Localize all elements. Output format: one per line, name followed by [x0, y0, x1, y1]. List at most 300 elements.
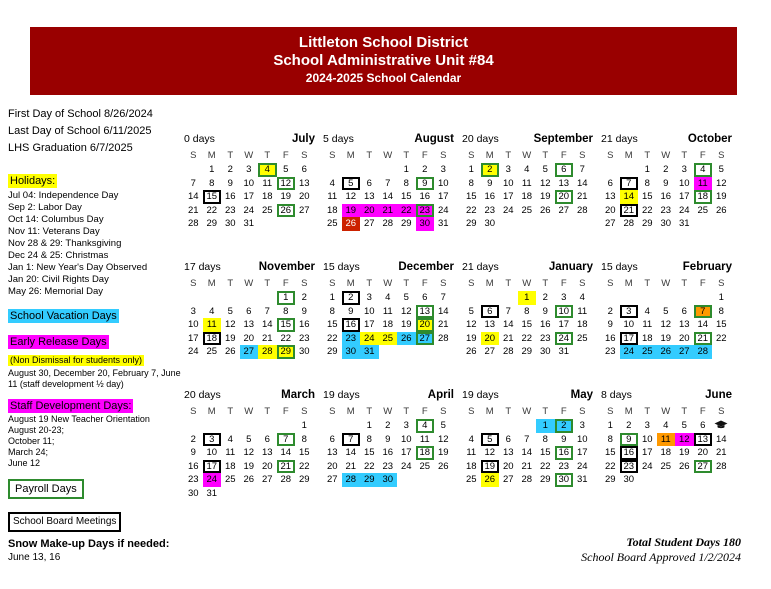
date-cell: 23 [342, 332, 361, 346]
weekday-header: T [644, 278, 651, 289]
weekday-header: F [699, 278, 706, 289]
weekday-header: T [681, 150, 688, 161]
date-cell: 7 [620, 177, 639, 191]
month-grid [323, 405, 454, 487]
date-cell: 31 [360, 345, 379, 359]
date-cell: 16 [187, 460, 199, 472]
weekday-header: T [505, 406, 512, 417]
date-cell: 14 [697, 319, 709, 330]
weekday-header: T [264, 278, 271, 289]
date-cell: 27 [694, 460, 713, 474]
date-cell: 15 [715, 319, 727, 330]
date-cell: 26 [397, 332, 416, 346]
date-cell: 25 [419, 460, 431, 472]
weekday-header: T [542, 150, 549, 161]
date-cell: 29 [360, 473, 379, 487]
date-cell: 17 [641, 447, 653, 458]
date-cell: 10 [400, 433, 412, 445]
date-cell: 3 [579, 420, 585, 431]
date-cell: 30 [623, 474, 635, 485]
month-days-count: 19 days [462, 389, 499, 401]
month-october [601, 133, 732, 261]
date-cell: 24 [555, 332, 574, 346]
empty-cell [379, 163, 398, 177]
date-cell: 8 [329, 305, 335, 317]
empty-cell [240, 419, 259, 433]
date-cell: 21 [187, 204, 199, 216]
empty-cell [481, 291, 500, 305]
date-cell: 14 [382, 191, 394, 202]
date-cell: 5 [681, 420, 687, 431]
date-cell: 22 [539, 460, 551, 472]
holiday-list [8, 190, 184, 298]
date-cell: 1 [518, 291, 537, 305]
date-cell: 21 [620, 204, 639, 218]
month-march [184, 389, 315, 517]
date-cell: 19 [243, 460, 255, 472]
date-cell: 5 [342, 177, 361, 191]
date-cell: 10 [243, 177, 255, 189]
date-cell: 6 [681, 305, 687, 317]
weekday-header: F [699, 406, 706, 417]
date-cell: 20 [326, 460, 338, 472]
date-cell: 9 [487, 177, 493, 189]
date-cell: 29 [604, 474, 616, 485]
date-cell: 11 [327, 191, 338, 202]
month-grid [184, 277, 315, 359]
empty-cell [221, 419, 240, 433]
date-cell: 23 [604, 346, 616, 357]
date-cell: 18 [224, 460, 236, 472]
date-cell: 24 [678, 204, 690, 216]
weekday-header: S [468, 150, 475, 161]
date-cell: 18 [382, 319, 394, 330]
date-cell: 24 [203, 473, 222, 487]
weekday-header: M [485, 150, 494, 161]
school-board-meetings-legend: School Board Meetings [8, 512, 121, 532]
date-cell: 27 [363, 218, 375, 229]
date-cell: 4 [663, 420, 669, 431]
date-cell: 24 [360, 332, 379, 346]
date-cell: 21 [345, 460, 357, 472]
date-cell: 20 [243, 332, 255, 344]
date-cell: 27 [416, 332, 435, 346]
date-cell: 7 [694, 305, 713, 319]
weekday-header: W [244, 278, 254, 289]
date-cell: 16 [224, 191, 236, 202]
date-cell: 25 [697, 204, 709, 216]
date-cell: 28 [502, 346, 514, 357]
month-header [462, 389, 593, 405]
date-cell: 20 [678, 332, 690, 344]
date-cell: 17 [558, 319, 570, 330]
graduation-date: LHS Graduation 6/7/2025 [8, 142, 133, 154]
date-cell: 15 [363, 447, 375, 458]
date-cell: 14 [187, 191, 199, 202]
date-cell: 2 [663, 164, 669, 175]
date-cell: 6 [366, 177, 372, 189]
empty-cell [620, 291, 639, 305]
date-cell: 15 [203, 190, 222, 204]
weekday-header: S [190, 278, 197, 289]
date-cell: 7 [342, 433, 361, 447]
date-cell: 24 [576, 460, 588, 472]
weekday-header: S [718, 406, 725, 417]
sau-title: School Administrative Unit #84 [273, 52, 494, 69]
date-cell: 13 [558, 177, 570, 189]
month-days-count: 21 days [462, 261, 499, 273]
month-february [601, 261, 732, 389]
date-cell: 11 [657, 433, 676, 447]
weekday-header: S [718, 150, 725, 161]
snow-makeup-label: Snow Make-up Days if needed: [8, 538, 170, 550]
weekday-header: T [366, 278, 373, 289]
date-cell: 7 [505, 305, 511, 317]
date-cell: 25 [521, 204, 533, 216]
weekday-header: T [366, 150, 373, 161]
date-cell: 4 [258, 163, 277, 177]
date-cell: 9 [301, 305, 307, 317]
weekday-header: M [207, 278, 216, 289]
date-cell: 26 [465, 346, 477, 357]
date-cell: 21 [261, 332, 273, 344]
empty-cell [638, 291, 657, 305]
date-cell: 14 [502, 319, 514, 330]
date-cell: 14 [280, 447, 292, 458]
weekday-header: F [560, 150, 567, 161]
month-header [601, 389, 732, 405]
date-cell: 27 [558, 204, 570, 216]
date-cell: 31 [576, 474, 588, 485]
empty-cell [518, 419, 537, 433]
date-cell: 13 [243, 319, 255, 330]
weekday-header: W [522, 406, 532, 417]
holiday-item: Nov 11: Veterans Day [8, 226, 100, 237]
weekday-header: T [681, 406, 688, 417]
weekday-header: S [607, 406, 614, 417]
date-cell: 20 [697, 447, 709, 458]
date-cell: 1 [536, 419, 555, 433]
month-name: December [398, 261, 454, 273]
date-cell: 9 [227, 177, 233, 189]
date-cell: 8 [468, 177, 474, 189]
date-cell: 3 [403, 420, 409, 431]
date-cell: 12 [345, 191, 357, 202]
month-header [462, 133, 593, 149]
date-cell: 17 [437, 191, 449, 202]
date-cell: 23 [484, 204, 496, 216]
date-cell: 23 [382, 460, 394, 472]
month-header [184, 389, 315, 405]
date-cell: 30 [539, 346, 551, 357]
date-cell: 2 [542, 292, 548, 303]
date-cell: 28 [382, 218, 394, 229]
date-cell: 29 [400, 218, 412, 229]
weekday-header: S [301, 278, 308, 289]
date-cell: 27 [261, 474, 273, 485]
weekday-header: T [227, 278, 234, 289]
date-cell: 26 [224, 346, 236, 357]
date-cell: 1 [607, 420, 613, 431]
date-cell: 27 [326, 474, 338, 485]
date-cell: 8 [644, 177, 650, 189]
date-cell: 19 [465, 332, 477, 344]
date-cell: 16 [539, 319, 551, 330]
date-cell: 10 [555, 305, 574, 319]
date-cell: 26 [342, 217, 361, 231]
date-cell: 13 [416, 305, 435, 319]
date-cell: 12 [243, 447, 255, 458]
weekday-header: F [282, 278, 289, 289]
month-grid [323, 149, 454, 231]
date-cell: 16 [419, 191, 431, 202]
date-cell: 9 [416, 177, 435, 191]
date-cell: 13 [298, 177, 310, 189]
date-cell: 15 [539, 447, 551, 458]
empty-cell [277, 419, 296, 433]
date-cell: 14 [620, 190, 639, 204]
date-cell: 10 [576, 433, 588, 445]
month-grid [462, 149, 593, 231]
month-grid [184, 405, 315, 500]
holidays-legend-label: Holidays: [10, 175, 56, 187]
date-cell: 30 [342, 345, 361, 359]
weekday-header: S [718, 278, 725, 289]
date-cell: 31 [206, 487, 218, 499]
date-cell: 29 [641, 218, 653, 229]
date-cell: 15 [604, 447, 616, 458]
snow-makeup-dates: June 13, 16 [8, 552, 61, 563]
date-cell: 12 [277, 177, 296, 191]
date-cell: 29 [206, 218, 218, 229]
weekday-header: T [366, 406, 373, 417]
month-name: February [682, 261, 732, 273]
month-april [323, 389, 454, 517]
month-name: August [414, 133, 454, 145]
date-cell: 12 [715, 177, 727, 189]
date-cell: 18 [416, 446, 435, 460]
date-cell: 3 [366, 292, 372, 303]
staff-dev-item: March 24; [8, 447, 49, 457]
date-cell: 25 [379, 332, 398, 346]
date-cell: 10 [206, 447, 218, 458]
month-grid [601, 149, 732, 231]
weekday-header: F [421, 278, 428, 289]
date-cell: 27 [484, 346, 496, 357]
date-cell: 25 [660, 460, 672, 472]
date-cell: 29 [277, 345, 296, 359]
month-name: November [258, 261, 315, 273]
date-cell: 9 [620, 433, 639, 447]
date-cell: 23 [224, 204, 236, 216]
vacation-legend-label: School Vacation Days [10, 310, 117, 322]
date-cell: 21 [521, 460, 533, 472]
date-cell: 28 [437, 332, 449, 344]
weekday-header: F [699, 150, 706, 161]
date-cell: 15 [641, 191, 653, 202]
date-cell: 4 [416, 419, 435, 433]
date-cell: 1 [301, 420, 307, 431]
date-cell: 13 [363, 191, 375, 202]
date-cell: 22 [206, 204, 218, 216]
date-cell: 1 [644, 164, 650, 175]
date-cell: 24 [620, 345, 639, 359]
date-cell: 18 [521, 191, 533, 202]
month-january [462, 261, 593, 389]
months-grid [184, 133, 740, 517]
weekday-header: S [607, 278, 614, 289]
date-cell: 8 [301, 433, 307, 445]
month-header [601, 133, 732, 149]
month-july [184, 133, 315, 261]
date-cell: 16 [604, 332, 616, 344]
date-cell: 21 [576, 191, 588, 202]
date-cell: 28 [715, 460, 727, 472]
date-cell: 12 [539, 177, 551, 189]
date-cell: 30 [298, 346, 310, 357]
date-cell: 6 [422, 292, 428, 303]
date-cell: 30 [416, 217, 435, 231]
date-cell: 22 [298, 460, 310, 472]
date-cell: 3 [505, 164, 511, 175]
date-cell: 9 [348, 305, 354, 317]
weekday-header: T [542, 406, 549, 417]
first-day-of-school: First Day of School 8/26/2024 [8, 108, 153, 120]
holiday-item: Sep 2: Labor Day [8, 202, 82, 213]
date-cell: 2 [385, 420, 391, 431]
date-cell: 9 [561, 433, 567, 445]
date-cell: 11 [225, 447, 236, 458]
date-cell: 10 [363, 305, 375, 317]
date-cell: 15 [277, 318, 296, 332]
district-title: Littleton School District [298, 34, 469, 51]
weekday-header: T [644, 150, 651, 161]
holiday-item: May 26: Memorial Day [8, 286, 104, 297]
date-cell: 10 [641, 433, 653, 445]
date-cell: 22 [363, 460, 375, 472]
empty-cell [184, 163, 203, 177]
date-cell: 20 [298, 191, 310, 202]
date-cell: 15 [400, 191, 412, 202]
date-cell: 2 [626, 420, 632, 431]
date-cell: 14 [576, 177, 588, 189]
date-cell: 18 [641, 332, 653, 344]
staff-dev-item: August 19 New Teacher Orientation [8, 414, 150, 424]
date-cell: 29 [539, 474, 551, 485]
weekday-header: F [560, 406, 567, 417]
date-cell: 7 [277, 433, 296, 447]
weekday-header: T [264, 150, 271, 161]
weekday-header: T [403, 278, 410, 289]
date-cell: 2 [607, 305, 613, 317]
date-cell: 1 [277, 291, 296, 305]
weekday-header: S [468, 406, 475, 417]
date-cell: 4 [579, 292, 585, 303]
date-cell: 13 [604, 191, 616, 202]
staff-development-dates [8, 414, 184, 469]
date-cell: 20 [502, 460, 514, 472]
month-august [323, 133, 454, 261]
date-cell: 4 [227, 433, 233, 445]
date-cell: 28 [280, 474, 292, 485]
date-cell: 6 [607, 177, 613, 189]
date-cell: 5 [542, 164, 548, 175]
date-cell: 8 [209, 177, 215, 189]
early-release-sublabel: (Non Dismissal for students only) [10, 355, 143, 365]
date-cell: 17 [502, 191, 514, 202]
date-cell: 9 [607, 319, 613, 330]
date-cell: 9 [663, 177, 669, 189]
weekday-header: W [244, 406, 254, 417]
date-cell: 12 [660, 319, 672, 330]
date-cell: 20 [261, 460, 273, 472]
date-cell: 15 [326, 319, 338, 330]
empty-cell [481, 419, 500, 433]
date-cell: 26 [481, 473, 500, 487]
date-cell: 16 [382, 447, 394, 458]
date-cell: 20 [416, 318, 435, 332]
weekday-header: M [207, 406, 216, 417]
weekday-header: S [579, 406, 586, 417]
weekday-header: T [403, 150, 410, 161]
date-cell: 19 [342, 204, 361, 218]
date-cell: 23 [558, 460, 570, 472]
date-cell: 8 [403, 177, 409, 189]
weekday-header: S [607, 150, 614, 161]
weekday-header: W [383, 278, 393, 289]
date-cell: 4 [385, 292, 391, 303]
empty-cell [601, 291, 620, 305]
date-cell: 11 [203, 318, 222, 332]
date-cell: 19 [678, 447, 690, 458]
date-cell: 25 [261, 204, 273, 216]
date-cell: 24 [400, 460, 412, 472]
date-cell: 30 [224, 218, 236, 229]
date-cell: 1 [468, 164, 474, 175]
date-cell: 6 [700, 420, 706, 431]
month-days-count: 15 days [323, 261, 360, 273]
date-cell: 23 [620, 460, 639, 474]
date-cell: 22 [280, 332, 292, 344]
date-cell: 3 [246, 164, 252, 175]
payroll-days-legend: Payroll Days [8, 479, 84, 499]
date-cell: 19 [400, 319, 412, 330]
month-header [184, 261, 315, 277]
date-cell: 30 [187, 487, 199, 499]
date-cell: 21 [437, 319, 449, 330]
date-cell: 7 [524, 433, 530, 445]
date-cell: 31 [678, 218, 690, 229]
date-cell: 19 [437, 447, 449, 458]
date-cell: 14 [715, 433, 727, 445]
date-cell: 4 [694, 163, 713, 177]
date-cell: 14 [437, 305, 449, 317]
date-cell: 12 [437, 433, 449, 445]
date-cell: 6 [505, 433, 511, 445]
date-cell: 19 [224, 332, 236, 344]
date-cell: 18 [465, 460, 477, 472]
date-cell: 21 [694, 332, 713, 346]
weekday-header: W [522, 278, 532, 289]
holiday-item: Dec 24 & 25: Christmas [8, 250, 109, 261]
date-cell: 21 [715, 447, 727, 458]
holiday-item: Oct 14: Columbus Day [8, 214, 104, 225]
date-cell: 11 [262, 177, 273, 189]
staff-dev-item: August 20-23; [8, 425, 65, 435]
date-cell: 24 [437, 204, 449, 216]
date-cell: 5 [718, 164, 724, 175]
weekday-header: S [579, 150, 586, 161]
